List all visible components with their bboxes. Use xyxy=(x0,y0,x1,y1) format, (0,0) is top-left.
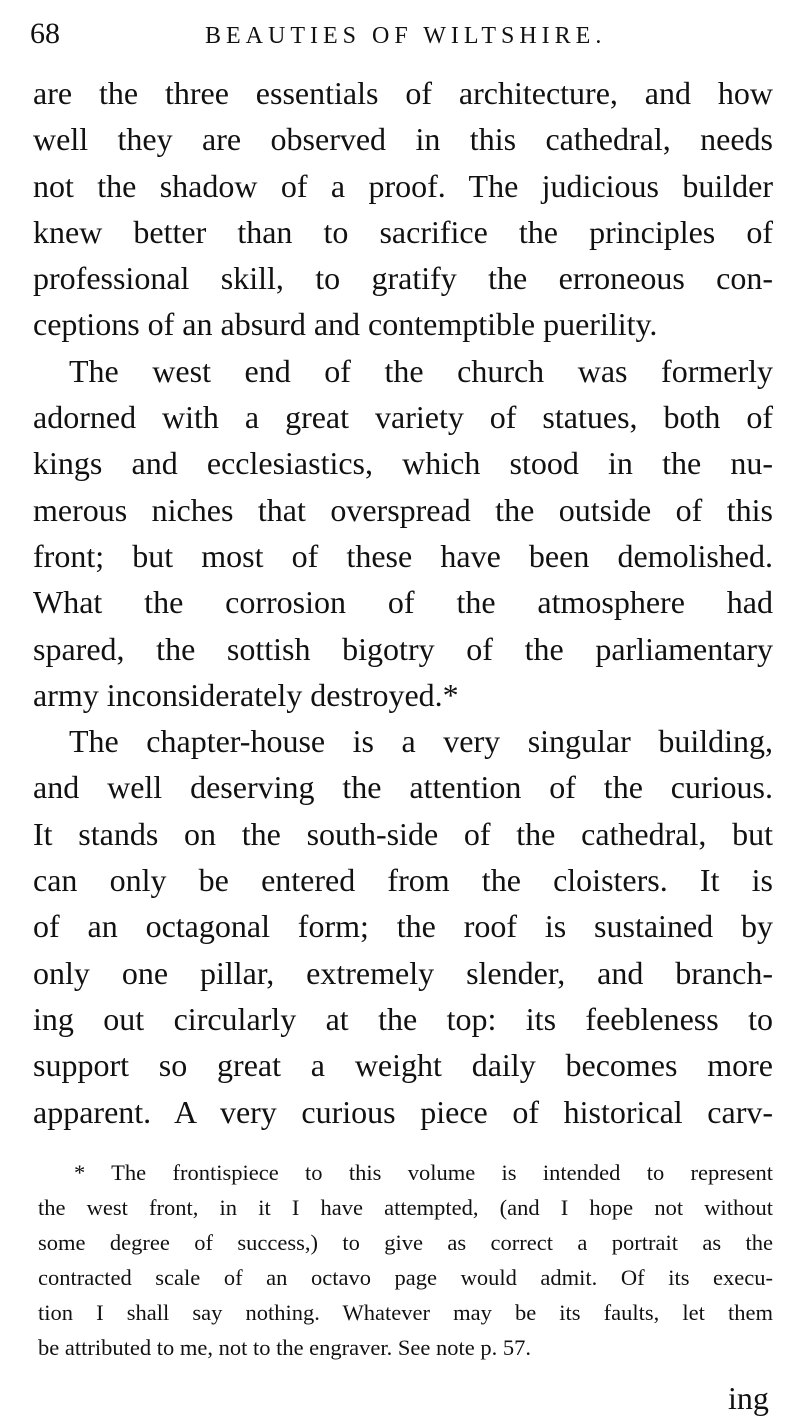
body-line: and well deserving the attention of the curious. xyxy=(33,769,773,806)
body-line: The chapter-house is a very singular building, xyxy=(69,723,773,760)
running-title: BEAUTIES OF WILTSHIRE. xyxy=(205,23,607,49)
footnote-line: be attributed to me, not to the engraver. See note p. 57. xyxy=(38,1335,531,1360)
body-line: adorned with a great variety of statues, both of xyxy=(33,399,773,436)
body-line: What the corrosion of the atmosphere had xyxy=(33,584,773,621)
body-line: can only be entered from the cloisters. It is xyxy=(33,862,773,899)
body-line: kings and ecclesiastics, which stood in the nu- xyxy=(33,445,773,482)
body-line: professional skill, to gratify the erroneous con- xyxy=(33,260,773,297)
body-line: army inconsiderately destroyed.* xyxy=(33,676,459,713)
body-line: merous niches that overspread the outside of this xyxy=(33,491,773,528)
footnote-line: contracted scale of an octavo page would admit. Of its execu- xyxy=(38,1265,773,1290)
body-line: apparent. A very curious piece of historical carv- xyxy=(33,1093,773,1130)
body-line: ceptions of an absurd and contemptible puerility. xyxy=(33,306,658,343)
page-number: 68 xyxy=(30,17,60,50)
footnote-line: the west front, in it I have attempted, (and I hope not without xyxy=(38,1195,773,1220)
body-line: well they are observed in this cathedral, needs xyxy=(33,121,773,158)
body-line: not the shadow of a proof. The judicious builder xyxy=(33,167,773,204)
body-line: support so great a weight daily becomes more xyxy=(33,1047,773,1084)
page-header xyxy=(30,14,770,54)
body-line: knew better than to sacrifice the principles of xyxy=(33,213,773,250)
body-line: The west end of the church was formerly xyxy=(69,352,773,389)
body-line: ing out circularly at the top: its feebleness to xyxy=(33,1000,773,1037)
body-line: are the three essentials of architecture, and how xyxy=(33,75,773,111)
footnote-line: some degree of success,) to give as correct a portrait as the xyxy=(38,1230,773,1255)
footnote xyxy=(38,1155,773,1365)
body-line: spared, the sottish bigotry of the parliamentary xyxy=(33,630,773,667)
catchword: ing xyxy=(728,1380,769,1416)
body-line: It stands on the south-side of the cathedral, but xyxy=(33,815,773,852)
body-line: only one pillar, extremely slender, and branch- xyxy=(33,954,773,991)
body-text xyxy=(33,70,773,1135)
footnote-line: * The frontispiece to this volume is intended to represent xyxy=(74,1160,773,1185)
body-line: of an octagonal form; the roof is sustained by xyxy=(33,908,773,945)
body-line: front; but most of these have been demolished. xyxy=(33,537,773,574)
footnote-line: tion I shall say nothing. Whatever may be its faults, let them xyxy=(38,1300,773,1325)
